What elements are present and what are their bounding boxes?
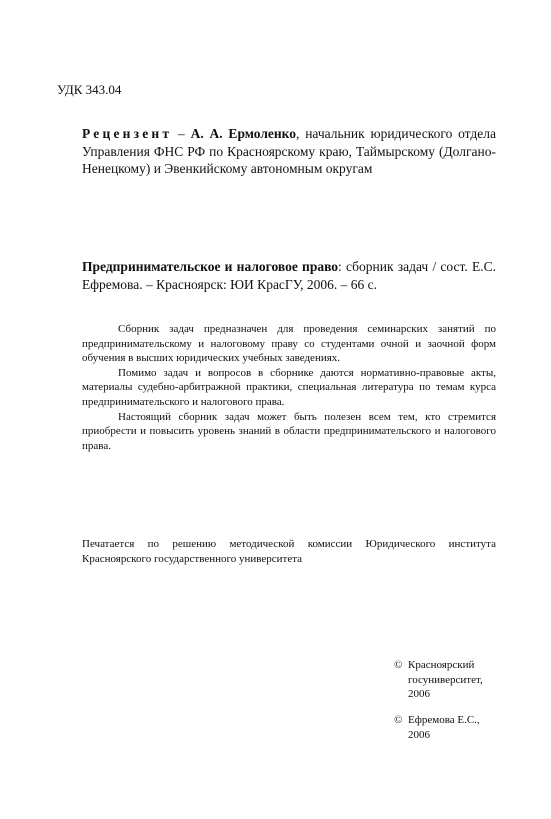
copyright-lines bbox=[408, 713, 508, 742]
copyright-author bbox=[394, 713, 508, 742]
reviewer-description: , начальник юридического отдела Управления ФНС РФ по Красноярскому краю, Таймырскому (Долгано-Ненецкому) и Эвенкийскому автономным округам bbox=[82, 126, 496, 176]
copyright-symbol: © bbox=[394, 714, 403, 726]
copyright-line: 2006 bbox=[408, 688, 430, 701]
citation-title: Предпринимательское и налоговое право bbox=[82, 259, 339, 274]
copyright-lines bbox=[408, 658, 508, 702]
bibliographic-citation bbox=[82, 258, 496, 294]
reviewer-label: Рецензент bbox=[82, 126, 173, 141]
copyright-line: госуниверситет, bbox=[408, 673, 483, 686]
reviewer-block bbox=[82, 125, 496, 178]
abstract-paragraph: Настоящий сборник задач может быть полезен всем тем, кто стремится приобрести и повысить уровень знаний в области предпринимательского и налогового права. bbox=[82, 410, 496, 452]
abstract-paragraph: Сборник задач предназначен для проведения семинарских занятий по предпринимательскому и налоговому праву со студентами очной и заочной форм обучения в высших юридических учебных заведениях. bbox=[82, 323, 496, 365]
citation-details: : сборник задач / сост. Е.С. Ефремова. – Красноярск: ЮИ КрасГУ, 2006. – 66 с. bbox=[82, 259, 496, 292]
copyright-line: 2006 bbox=[408, 728, 430, 741]
abstract-paragraph: Помимо задач и вопросов в сборнике даются нормативно-правовые акты, материалы судебно-арбитражной практики, специальная литература по темам курса предпринимательского и налогового права. bbox=[82, 366, 496, 408]
abstract bbox=[82, 322, 496, 453]
copyright-line: Ефремова Е.С., bbox=[408, 714, 480, 726]
reviewer-separator: – bbox=[172, 126, 191, 141]
imprint-note: Печатается по решению методической комиссии Юридического института Красноярского государственного университета bbox=[82, 538, 496, 565]
copyright-line: Красноярский bbox=[408, 659, 475, 671]
copyright-symbol: © bbox=[394, 659, 403, 671]
copyright-university bbox=[394, 658, 508, 702]
udk-code: УДК 343.04 bbox=[57, 82, 122, 97]
reviewer-name: А. А. Ермоленко bbox=[190, 126, 297, 141]
